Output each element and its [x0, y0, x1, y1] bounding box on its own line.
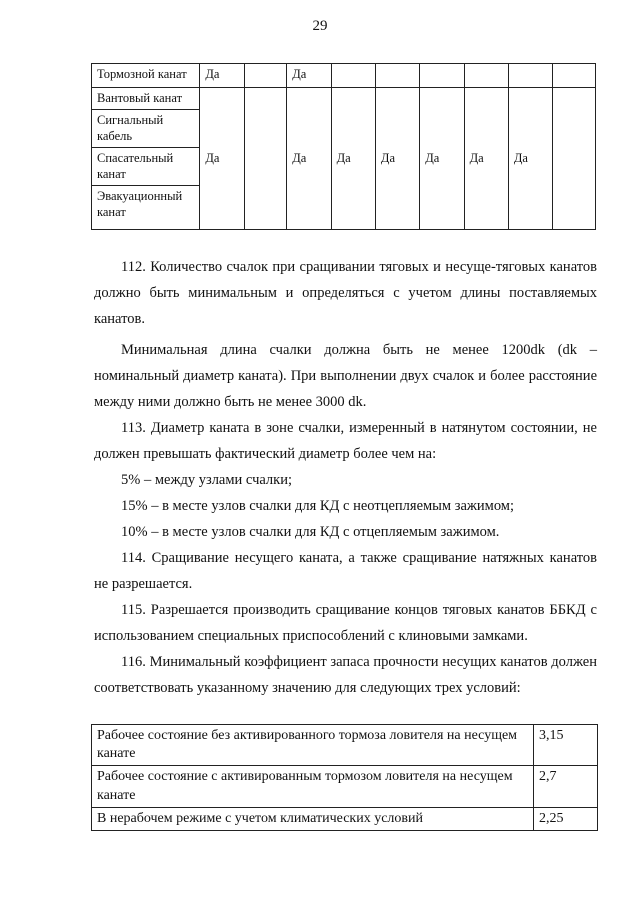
table-row: [92, 64, 596, 88]
row-label: Сигнальный кабель: [92, 110, 200, 148]
cell: Да: [508, 88, 552, 230]
paragraph: 5% – между узлами счалки;: [121, 472, 292, 488]
row-label: Тормозной канат: [92, 64, 200, 88]
paragraph: 114. Сращивание несущего каната, а также сращивание натяжных канатов не разрешается.: [94, 550, 597, 592]
condition-cell: Рабочее состояние без активированного тормоза ловителя на несущем канате: [92, 725, 534, 766]
cell: [553, 88, 596, 230]
cell: [375, 64, 419, 88]
body-text: [94, 254, 597, 701]
cell: [420, 64, 464, 88]
cell: Да: [331, 88, 375, 230]
row-label: Спасательный канат: [92, 148, 200, 186]
page-number: 29: [312, 18, 328, 34]
row-label: Эвакуационный канат: [92, 186, 200, 230]
cell: [553, 64, 596, 88]
paragraph: 15% – в месте узлов счалки для КД с неотцепляемым зажимом;: [121, 498, 515, 514]
paragraph: 10% – в месте узлов счалки для КД с отцепляемым зажимом.: [121, 524, 500, 540]
table-row: [92, 766, 598, 807]
cell: Да: [200, 64, 244, 88]
cell: [508, 64, 552, 88]
condition-cell: Рабочее состояние с активированным тормозом ловителя на несущем канате: [92, 766, 534, 807]
cell: [244, 64, 287, 88]
paragraph: 116. Минимальный коэффициент запаса прочности несущих канатов должен соответствовать указанному значению для следующих трех условий:: [94, 654, 597, 696]
row-label: Вантовый канат: [92, 88, 200, 110]
cell: Да: [464, 88, 508, 230]
cell: [331, 64, 375, 88]
cell: Да: [287, 88, 331, 230]
cell: Да: [420, 88, 464, 230]
cell: Да: [200, 88, 244, 230]
table-row: [92, 88, 596, 110]
cell: Да: [375, 88, 419, 230]
table-row: [92, 725, 598, 766]
rope-table: [91, 63, 596, 230]
paragraph: Минимальная длина счалки должна быть не менее 1200dk (dk – номинальный диаметр каната). При выполнении двух счалок и более расстояние между ними должно быть не менее 3000 dk.: [94, 342, 597, 410]
value-cell: 2,25: [534, 807, 598, 830]
paragraph: 112. Количество счалок при сращивании тяговых и несуще-тяговых канатов должно быть минимальным и определяться с учетом длины поставляемых канатов.: [94, 259, 597, 327]
cell: Да: [287, 64, 331, 88]
paragraph: 113. Диаметр каната в зоне счалки, измеренный в натянутом состоянии, не должен превышать фактический диаметр более чем на:: [94, 420, 597, 462]
paragraph: 115. Разрешается производить сращивание концов тяговых канатов ББКД с использованием специальных приспособлений с клиновыми замками.: [94, 602, 597, 644]
value-cell: 2,7: [534, 766, 598, 807]
cell: [244, 88, 287, 230]
condition-cell: В нерабочем режиме с учетом климатических условий: [92, 807, 534, 830]
safety-factor-table: [91, 724, 598, 831]
cell: [464, 64, 508, 88]
table-row: [92, 807, 598, 830]
value-cell: 3,15: [534, 725, 598, 766]
